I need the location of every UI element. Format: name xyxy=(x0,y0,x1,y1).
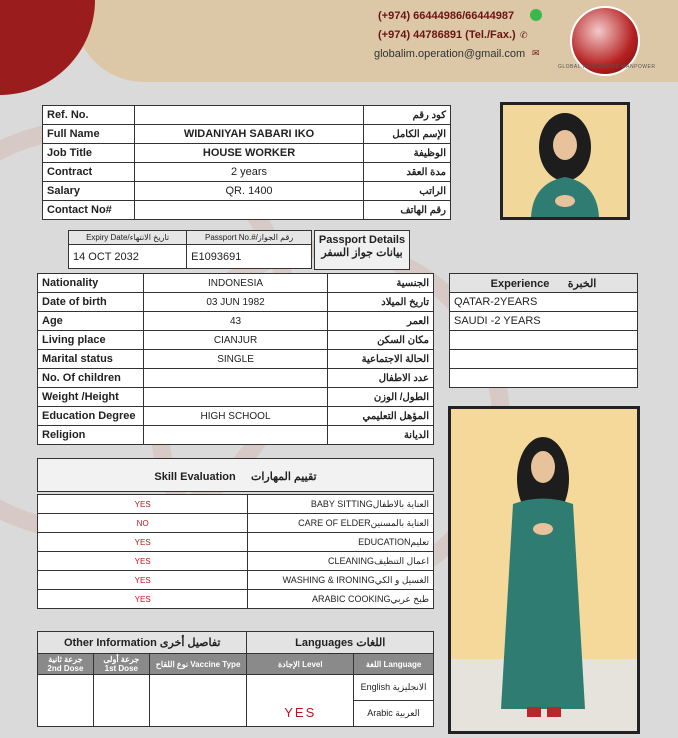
vaccine-type-header: نوع اللقاح Vaccine Type xyxy=(149,654,247,675)
other-info-title: Other Information تفاصيل أخرى xyxy=(38,632,247,654)
job-label-ar: الوظيفة xyxy=(364,144,451,163)
personal-label-ar: تاريخ الميلاد xyxy=(328,293,434,312)
experience-item xyxy=(450,369,638,388)
personal-row xyxy=(38,331,434,350)
first-dose-header: جرعة أولى 1st Dose xyxy=(93,654,149,675)
experience-item xyxy=(450,331,638,350)
personal-label-ar: عدد الاطفال xyxy=(328,369,434,388)
whatsapp-icon xyxy=(530,9,542,21)
skill-evaluation-title xyxy=(37,458,434,492)
personal-value: CIANJUR xyxy=(143,331,327,350)
job-label: Job Title xyxy=(43,144,135,163)
personal-row xyxy=(38,407,434,426)
personal-value: 03 JUN 1982 xyxy=(143,293,327,312)
contract-label: Contract xyxy=(43,163,135,182)
skill-label: WASHING & IRONINGالغسيل و الكي xyxy=(248,571,434,590)
personal-row xyxy=(38,312,434,331)
skill-title-en: Skill Evaluation xyxy=(154,471,236,483)
skill-label: BABY SITTINGالعناية بالاطفال xyxy=(248,495,434,514)
skill-value: YES xyxy=(38,552,248,571)
phone-fax: (+974) 44786891 (Tel./Fax.) xyxy=(378,29,516,41)
skill-label: CLEANINGاعمال التنظيف xyxy=(248,552,434,571)
full-body-figure-icon xyxy=(451,409,637,731)
level-value: YES xyxy=(247,675,354,727)
skill-value: NO xyxy=(38,514,248,533)
skill-row xyxy=(38,571,434,590)
personal-row xyxy=(38,350,434,369)
level-header: الإجادة Level xyxy=(247,654,354,675)
email: globalim.operation@gmail.com xyxy=(374,48,526,60)
personal-label-ar: الطول/ الوزن xyxy=(328,388,434,407)
experience-item xyxy=(450,350,638,369)
personal-value: HIGH SCHOOL xyxy=(143,407,327,426)
personal-value: 43 xyxy=(143,312,327,331)
experience-item: SAUDI -2 YEARS xyxy=(450,312,638,331)
personal-row xyxy=(38,369,434,388)
second-dose-header: جرعة ثانية 2nd Dose xyxy=(38,654,94,675)
skill-row xyxy=(38,495,434,514)
skill-label: CARE OF ELDERالعناية بالمسنين xyxy=(248,514,434,533)
skills-table xyxy=(37,494,434,609)
skill-row xyxy=(38,590,434,609)
skill-label: EDUCATIONتعليم xyxy=(248,533,434,552)
contact-label-ar: رقم الهاتف xyxy=(364,201,451,220)
skill-row xyxy=(38,533,434,552)
personal-value xyxy=(143,369,327,388)
personal-label: Age xyxy=(38,312,144,331)
personal-label: No. Of children xyxy=(38,369,144,388)
first-dose-value xyxy=(93,675,149,727)
languages-title: Languages اللغات xyxy=(247,632,434,654)
personal-value: INDONESIA xyxy=(143,274,327,293)
contract-label-ar: مدة العقد xyxy=(364,163,451,182)
skill-row xyxy=(38,514,434,533)
profile-table xyxy=(42,105,451,220)
contact-label: Contact No# xyxy=(43,201,135,220)
personal-row xyxy=(38,388,434,407)
name-label: Full Name xyxy=(43,125,135,144)
personal-label-ar: الحالة الاجتماعية xyxy=(328,350,434,369)
ref-label: Ref. No. xyxy=(43,106,135,125)
personal-label: Marital status xyxy=(38,350,144,369)
personal-row xyxy=(38,274,434,293)
personal-row xyxy=(38,426,434,445)
passport-no-label: Passport No.#/رقم الجواز xyxy=(187,231,312,245)
personal-label-ar: المؤهل التعليمي xyxy=(328,407,434,426)
skill-value: YES xyxy=(38,495,248,514)
skill-value: YES xyxy=(38,533,248,552)
ref-label-ar: كود رقم xyxy=(364,106,451,125)
experience-title-ar: الخبرة xyxy=(567,277,597,290)
expiry-value: 14 OCT 2032 xyxy=(69,245,187,269)
passport-title-en: Passport Details xyxy=(318,234,406,246)
logo-text: GLOBAL INTEGRATED MANPOWER xyxy=(558,64,656,70)
personal-row xyxy=(38,293,434,312)
personal-label-ar: مكان السكن xyxy=(328,331,434,350)
contract-value: 2 years xyxy=(134,163,363,182)
portrait-figure-icon xyxy=(503,105,627,217)
personal-value: SINGLE xyxy=(143,350,327,369)
salary-label: Salary xyxy=(43,182,135,201)
vaccine-type-value xyxy=(149,675,247,727)
skill-value: YES xyxy=(38,590,248,609)
personal-label: Living place xyxy=(38,331,144,350)
personal-label: Date of birth xyxy=(38,293,144,312)
skill-title-ar: تقييم المهارات xyxy=(251,471,317,483)
personal-label: Weight /Height xyxy=(38,388,144,407)
expiry-label: Expiry Date/تاريخ الانتهاء xyxy=(69,231,187,245)
job-value: HOUSE WORKER xyxy=(134,144,363,163)
language-header: اللغة Language xyxy=(354,654,434,675)
experience-title-en: Experience xyxy=(490,277,550,290)
personal-value xyxy=(143,426,327,445)
experience-table xyxy=(449,273,638,388)
personal-label-ar: الجنسية xyxy=(328,274,434,293)
personal-value xyxy=(143,388,327,407)
name-value: WIDANIYAH SABARI IKO xyxy=(134,125,363,144)
phone-icon: ✆ xyxy=(520,30,528,40)
phone-primary: (+974) 66444986/66444987 xyxy=(378,10,515,22)
contact-value xyxy=(134,201,363,220)
ref-value xyxy=(134,106,363,125)
personal-label: Religion xyxy=(38,426,144,445)
english-language: English الانجليزية xyxy=(354,675,434,701)
skill-label: ARABIC COOKINGطبخ عربي xyxy=(248,590,434,609)
salary-value: QR. 1400 xyxy=(134,182,363,201)
header-red-corner xyxy=(0,0,95,95)
personal-label-ar: الديانة xyxy=(328,426,434,445)
arabic-language: Arabic العربية xyxy=(354,701,434,727)
personal-label-ar: العمر xyxy=(328,312,434,331)
second-dose-value xyxy=(38,675,94,727)
salary-label-ar: الراتب xyxy=(364,182,451,201)
passport-no-value: E1093691 xyxy=(187,245,312,269)
info-language-table xyxy=(37,631,434,727)
skill-value: YES xyxy=(38,571,248,590)
portrait-photo xyxy=(500,102,630,220)
name-label-ar: الإسم الكامل xyxy=(364,125,451,144)
personal-label: Education Degree xyxy=(38,407,144,426)
passport-table xyxy=(68,230,312,269)
personal-label: Nationality xyxy=(38,274,144,293)
experience-item: QATAR-2YEARS xyxy=(450,293,638,312)
experience-title xyxy=(450,274,638,293)
full-body-photo xyxy=(448,406,640,734)
skill-row xyxy=(38,552,434,571)
personal-info-table xyxy=(37,273,434,445)
passport-details-title xyxy=(314,230,410,270)
mail-icon: ✉ xyxy=(532,48,540,58)
passport-title-ar: بيانات جواز السفر xyxy=(321,247,403,259)
